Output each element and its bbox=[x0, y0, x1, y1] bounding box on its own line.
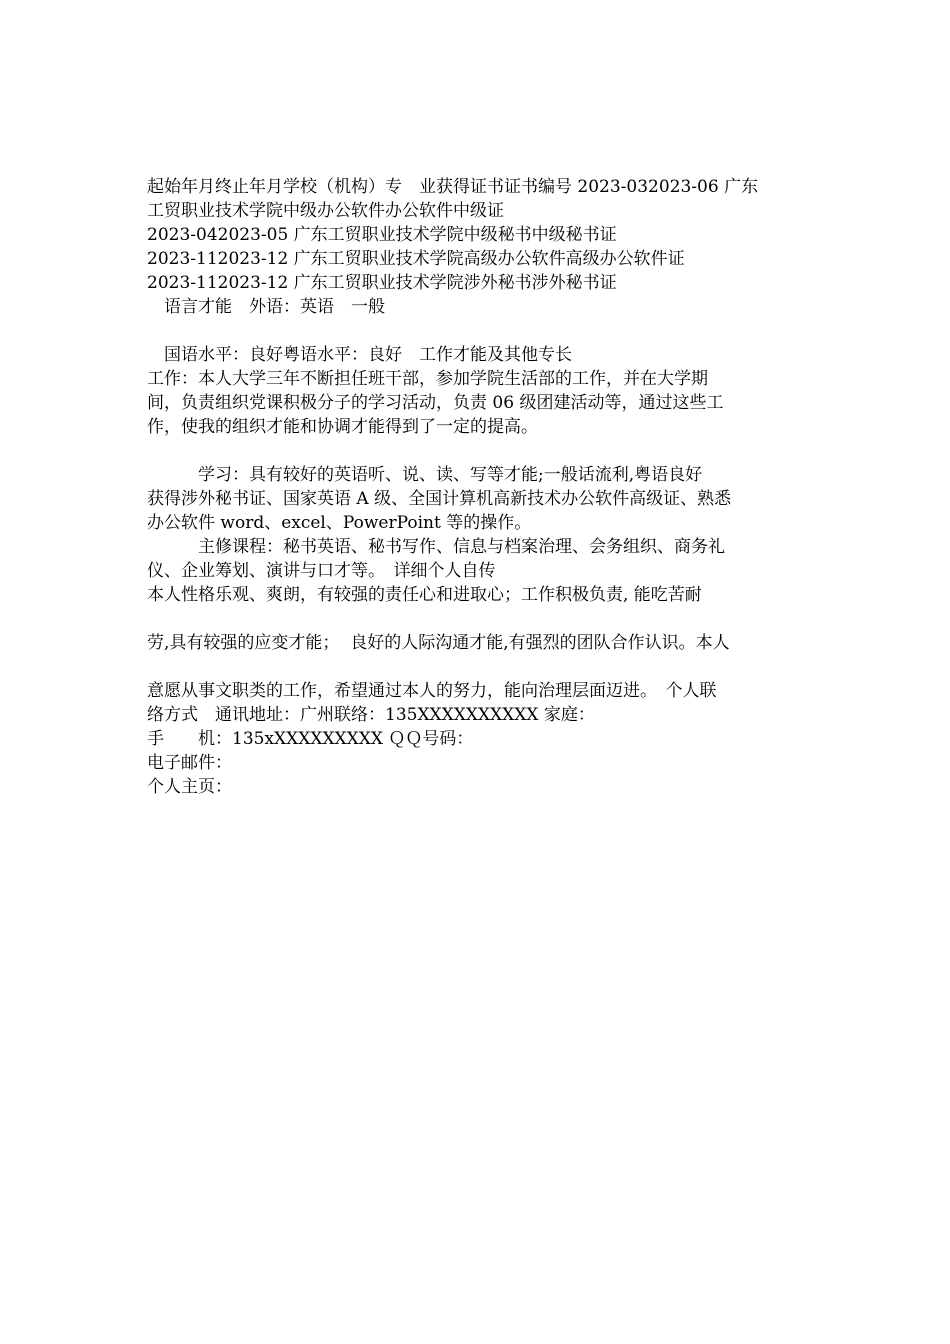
text-line: 主修课程：秘书英语、秘书写作、信息与档案治理、会务组织、商务礼 bbox=[147, 537, 725, 557]
text-line: 起始年月终止年月学校（机构）专 业获得证书证书编号 2023-032023-06 广东 bbox=[147, 177, 759, 197]
text-line: 办公软件 word、excel、PowerPoint 等的操作。 bbox=[147, 513, 532, 533]
text-line: 仪、企业筹划、演讲与口才等。 详细个人自传 bbox=[147, 561, 496, 581]
text-line: 获得涉外秘书证、国家英语 A 级、全国计算机高新技术办公软件高级证、熟悉 bbox=[147, 489, 732, 509]
blank-line bbox=[147, 655, 807, 679]
text-line: 工贸职业技术学院中级办公软件办公软件中级证 bbox=[147, 201, 504, 221]
text-line: 意愿从事文职类的工作，希望通过本人的努力，能向治理层面迈进。 个人联 bbox=[147, 681, 717, 701]
text-line: 劳,具有较强的应变才能； 良好的人际沟通才能,有强烈的团队合作认识。本人 bbox=[147, 633, 730, 653]
text-line: 本人性格乐观、爽朗，有较强的责任心和进取心；工作积极负责, 能吃苦耐 bbox=[147, 585, 702, 605]
text-line: 语言才能 外语：英语 一般 bbox=[147, 297, 385, 317]
blank-line bbox=[147, 607, 807, 631]
blank-line bbox=[147, 319, 807, 343]
document-body bbox=[147, 175, 807, 799]
text-line: 2023-112023-12 广东工贸职业技术学院涉外秘书涉外秘书证 bbox=[147, 273, 617, 293]
text-line: 手 机：135xXXXXXXXXX ＱＱ号码： bbox=[147, 729, 474, 749]
blank-line bbox=[147, 439, 807, 463]
text-line: 2023-112023-12 广东工贸职业技术学院高级办公软件高级办公软件证 bbox=[147, 249, 685, 269]
text-line: 国语水平：良好粤语水平：良好 工作才能及其他专长 bbox=[147, 345, 572, 365]
text-line: 个人主页： bbox=[147, 777, 232, 797]
text-line: 间，负责组织党课积极分子的学习活动，负责 06 级团建活动等，通过这些工 bbox=[147, 393, 724, 413]
text-line: 作，使我的组织才能和协调才能得到了一定的提高。 bbox=[147, 417, 538, 437]
text-line: 工作：本人大学三年不断担任班干部，参加学院生活部的工作，并在大学期 bbox=[147, 369, 708, 389]
text-line: 电子邮件： bbox=[147, 753, 232, 773]
text-line: 学习：具有较好的英语听、说、读、写等才能;一般话流利,粤语良好 bbox=[147, 465, 703, 485]
text-line: 络方式 通讯地址：广州联络：135XXXXXXXXXX 家庭： bbox=[147, 705, 595, 725]
text-line: 2023-042023-05 广东工贸职业技术学院中级秘书中级秘书证 bbox=[147, 225, 617, 245]
